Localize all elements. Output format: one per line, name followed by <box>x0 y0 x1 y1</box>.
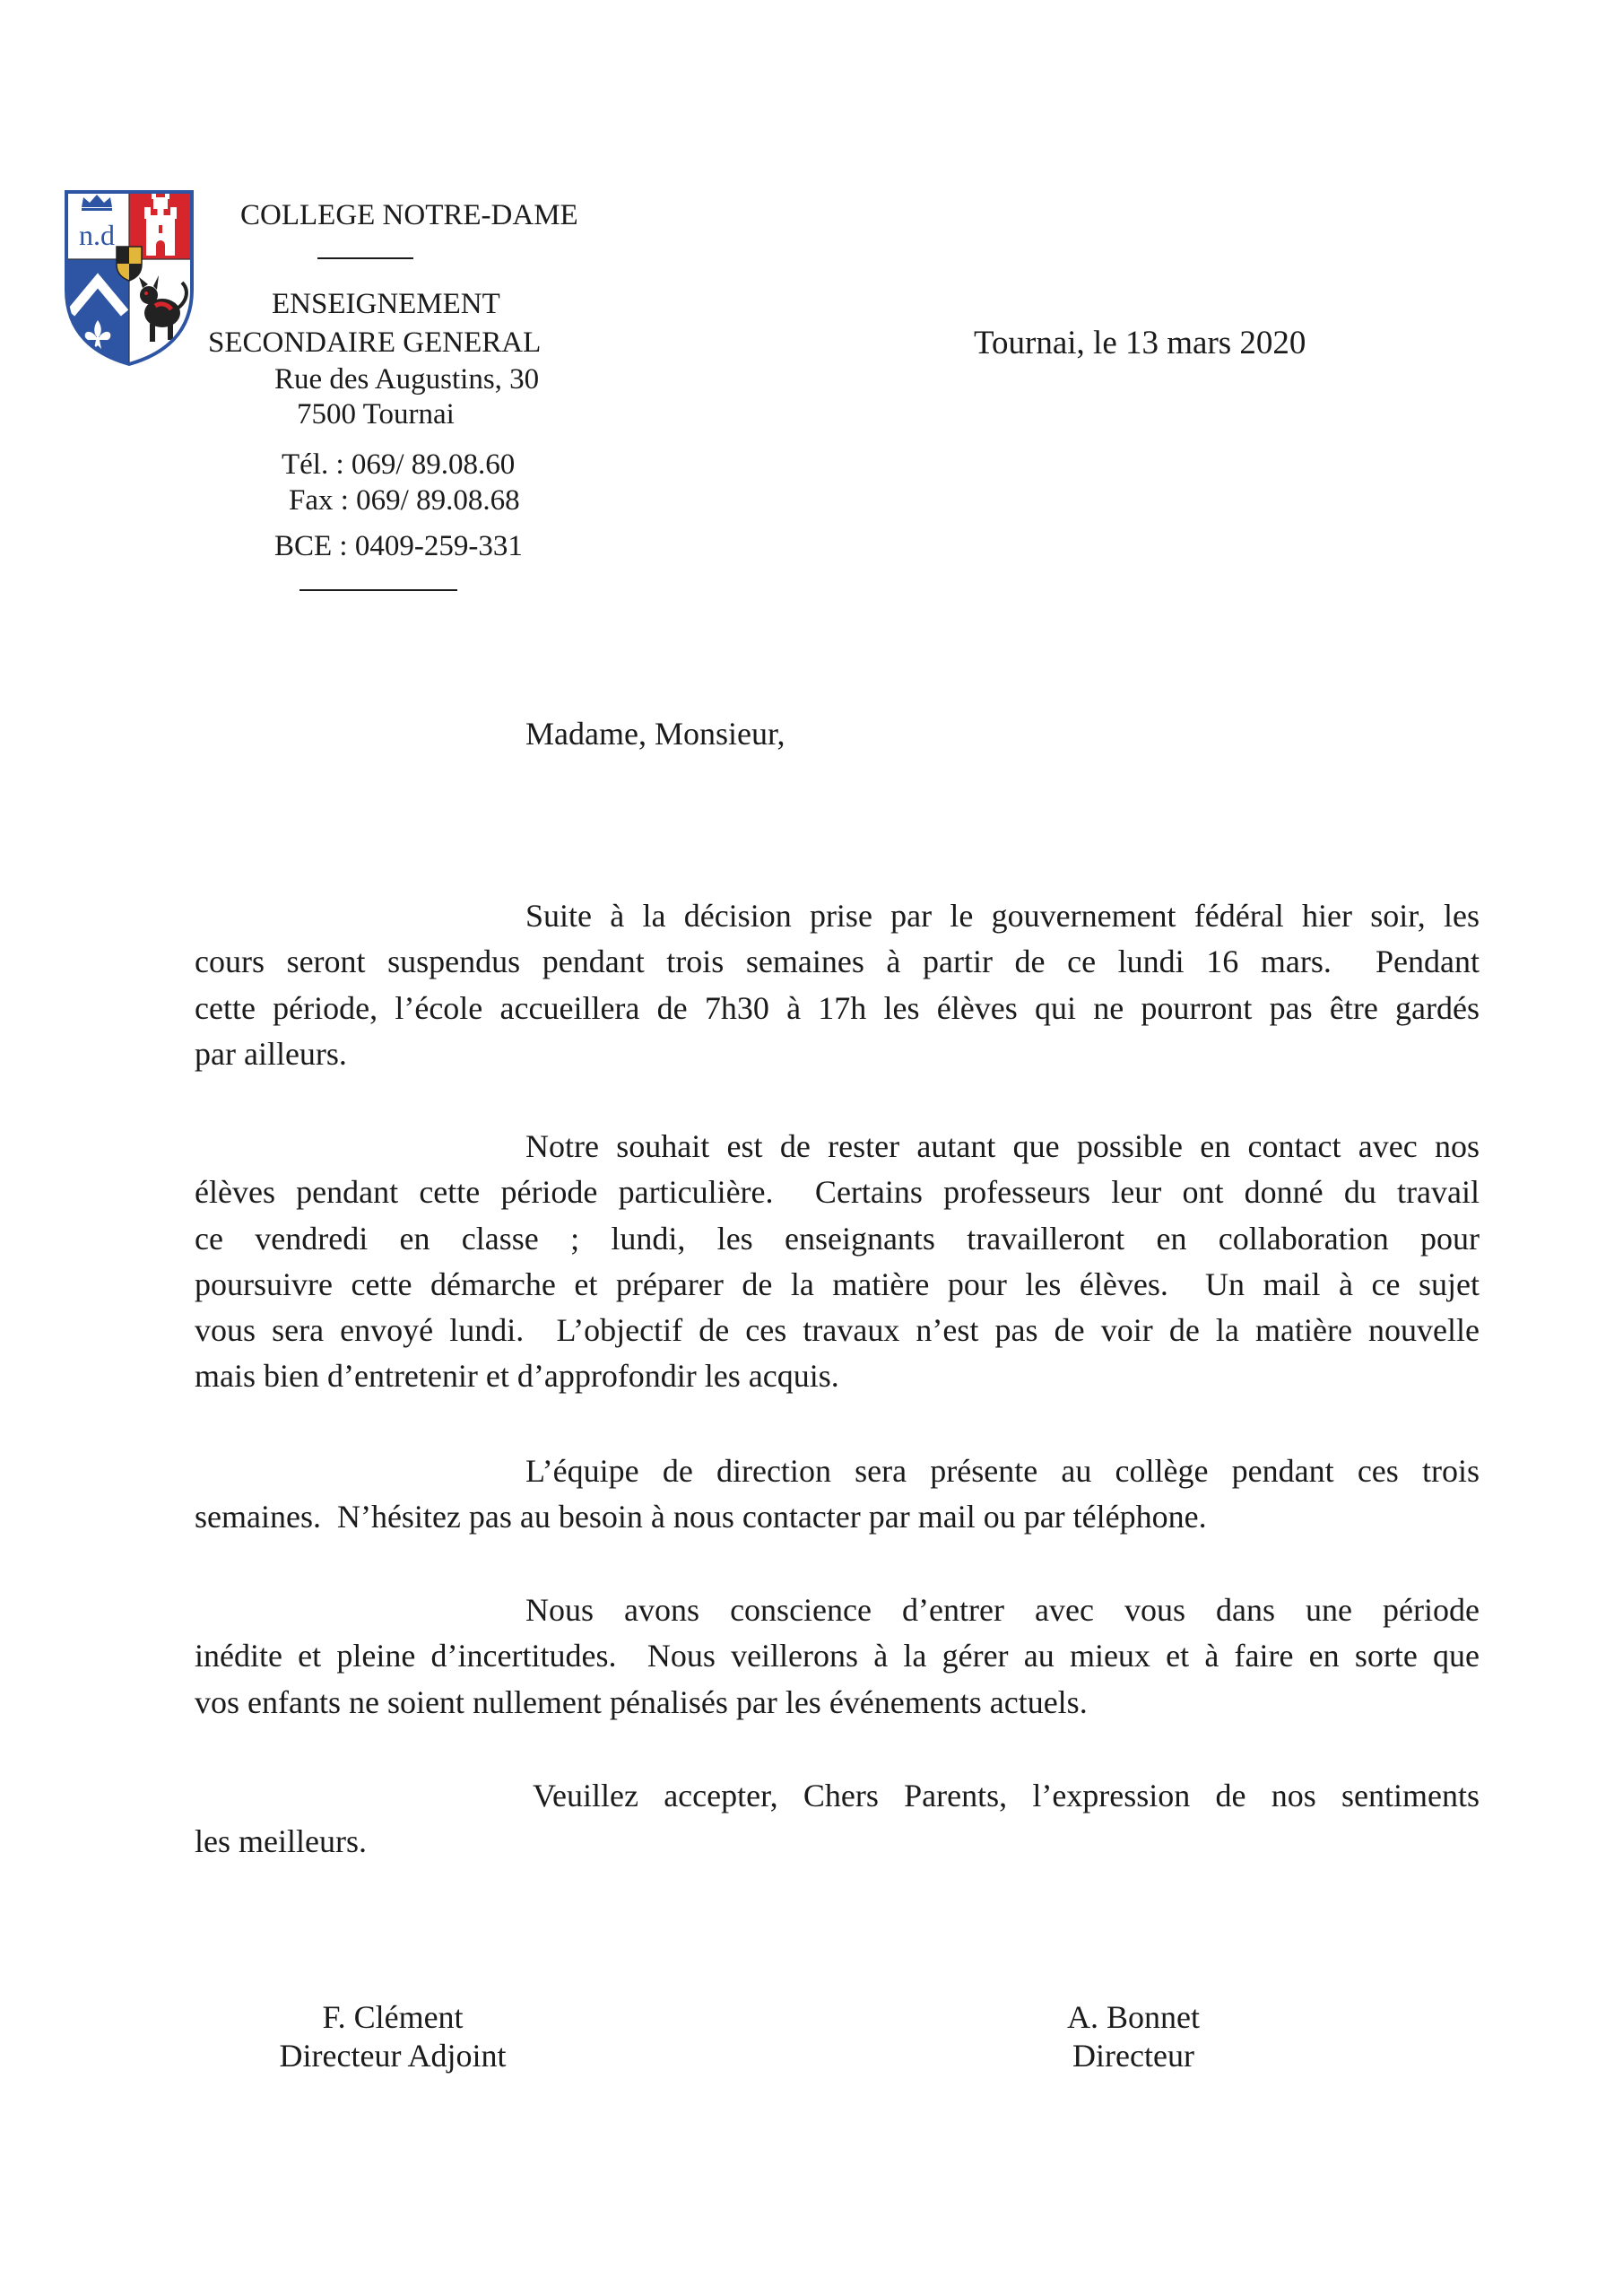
body-line: les meilleurs. <box>195 1823 367 1860</box>
signature-block-deputy <box>213 1998 572 2075</box>
body-line: L’équipe de direction sera présente au collège pendant ces trois <box>525 1453 1480 1489</box>
division-line-2: SECONDAIRE GENERAL <box>208 326 542 359</box>
division-line-1: ENSEIGNEMENT <box>272 288 500 320</box>
body-line: vos enfants ne soient nullement pénalisés par les événements actuels. <box>195 1683 1088 1720</box>
date-line: Tournai, le 13 mars 2020 <box>974 325 1306 361</box>
signatory-name: F. Clément <box>322 1999 464 2035</box>
address-street: Rue des Augustins, 30 <box>274 363 540 396</box>
body-line: vous sera envoyé lundi. L’objectif de ces travaux n’est pas de voir de la matière nouvelle <box>195 1312 1480 1349</box>
body-line: ce vendredi en classe ; lundi, les enseignants travailleront en collaboration pour <box>195 1220 1480 1257</box>
school-name: COLLEGE NOTRE-DAME <box>240 199 578 231</box>
body-paragraph-4 <box>195 1587 1480 1726</box>
crest-logo <box>64 189 195 367</box>
body-line: Nous avons conscience d’entrer avec vous dans une période <box>525 1592 1480 1628</box>
crest-lettering: n.d <box>79 219 115 251</box>
salutation: Madame, Monsieur, <box>525 716 785 752</box>
body-paragraph-2 <box>195 1124 1480 1400</box>
phone-number: Tél. : 069/ 89.08.60 <box>282 448 516 481</box>
signatory-title: Directeur Adjoint <box>279 2038 507 2074</box>
closing-paragraph <box>195 1773 1480 1866</box>
body-line: Veuillez accepter, Chers Parents, l’expression de nos sentiments <box>533 1778 1480 1813</box>
crest-escutcheon <box>117 247 142 281</box>
signature-block-director <box>954 1998 1313 2075</box>
header-rule-bottom <box>299 589 457 591</box>
address-city: 7500 Tournai <box>297 398 455 430</box>
body-line: cours seront suspendus pendant trois semaines à partir de ce lundi 16 mars. Pendant <box>195 944 1480 980</box>
body-line: Notre souhait est de rester autant que possible en contact avec nos <box>525 1128 1480 1164</box>
body-line: poursuivre cette démarche et préparer de la matière pour les élèves. Un mail à ce sujet <box>195 1265 1480 1302</box>
body-line: par ailleurs. <box>195 1035 347 1072</box>
fax-number: Fax : 069/ 89.08.68 <box>289 484 520 517</box>
header-rule-top <box>317 257 413 259</box>
signatory-name: A. Bonnet <box>1067 1999 1200 2035</box>
body-paragraph-1 <box>195 893 1480 1077</box>
body-line: Suite à la décision prise par le gouvernement fédéral hier soir, les <box>525 898 1480 934</box>
body-line: cette période, l’école accueillera de 7h30 à 17h les élèves qui ne pourront pas être gardés <box>195 989 1480 1026</box>
bce-number: BCE : 0409-259-331 <box>274 530 523 562</box>
body-line: inédite et pleine d’incertitudes. Nous veillerons à la gérer au mieux et à faire en sorte que <box>195 1638 1480 1674</box>
body-paragraph-3 <box>195 1448 1480 1541</box>
body-line: élèves pendant cette période particulière. Certains professeurs leur ont donné du travail <box>195 1174 1480 1211</box>
body-line: mais bien d’entretenir et d’approfondir les acquis. <box>195 1358 839 1395</box>
signatory-title: Directeur <box>1072 2038 1194 2074</box>
body-line: semaines. N’hésitez pas au besoin à nous contacter par mail ou par téléphone. <box>195 1499 1207 1535</box>
